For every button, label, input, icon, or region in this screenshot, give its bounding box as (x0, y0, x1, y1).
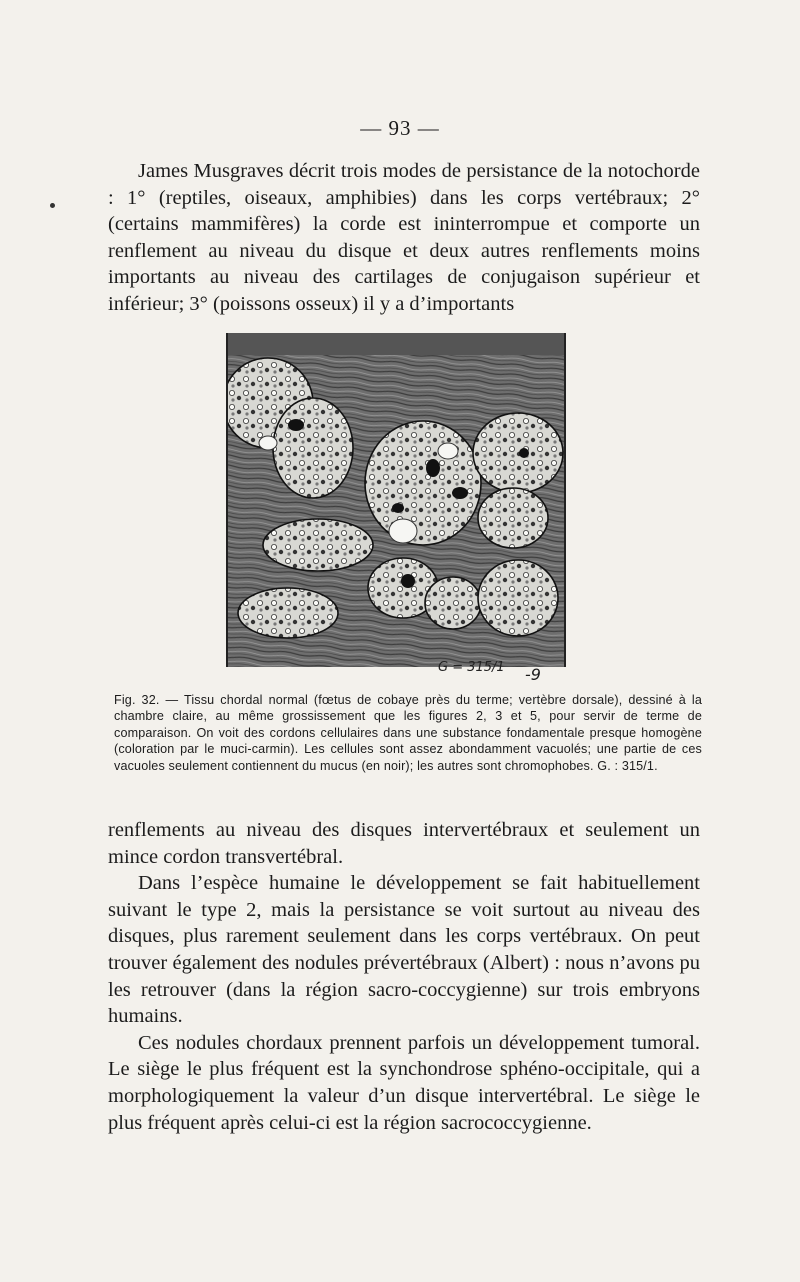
caption-text: — Tissu chordal normal (fœtus de cobaye près du terme; vertèbre dorsale), dessiné à la chambre claire, au même grossissement que les figures 2, 3 et 5, pour servir de terme de comparaison. On voit des cordons cellulaires dans une substance fondamentale presque homogène (coloration par le muci-carmin). Les cellules sont assez abondamment vacuolés; une partie de ces vacuoles seulement contiennent du mucus (en noir); les autres sont chromophobes. G. : 315/1. (114, 693, 702, 773)
text-block-bottom (108, 817, 700, 1136)
margin-dot (50, 203, 55, 208)
paragraph: Ces nodules chordaux prennent parfois un développement tumoral. Le siège le plus fréquent est la synchondrose sphéno-occipitale, qui a morphologiquement la valeur d’un disque intervertébral. Le siège le plus fréquent après celui-ci est la région sacrococcygienne. (108, 1031, 700, 1134)
paragraph: James Musgraves décrit trois modes de persistance de la notochorde : 1° (reptiles, oiseaux, amphibies) dans les corps vertébraux; 2° (certains mammifères) la corde est ininterrompue et comporte un renflement au niveau du disque et deux autres renflements moins importants au niveau des cartilages de conjugaison supérieur et inférieur; 3° (poissons osseux) il y a d’importants (108, 160, 700, 315)
figure-caption (114, 692, 702, 774)
text-block-top (108, 158, 700, 318)
histology-figure (226, 333, 566, 667)
histology-drawing (228, 333, 564, 667)
paragraph: renflements au niveau des disques intervertébraux et seulement un mince cordon transvertébral. (108, 819, 700, 868)
figure-signature: G = 315/1 (438, 660, 505, 675)
paragraph: Dans l’espèce humaine le développement se fait habituellement suivant le type 2, mais la persistance se voit surtout au niveau des disques, plus rarement seulement dans les corps vertébraux. On peut trouver également des nodules prévertébraux (Albert) : nous n’avons pu les retrouver (dans la région sacro-coccygienne) sur trois embryons humains. (108, 872, 700, 1028)
figure-mark: -9 (525, 665, 541, 684)
caption-label: Fig. 32. (114, 693, 160, 707)
page-number: — 93 — (360, 116, 440, 140)
